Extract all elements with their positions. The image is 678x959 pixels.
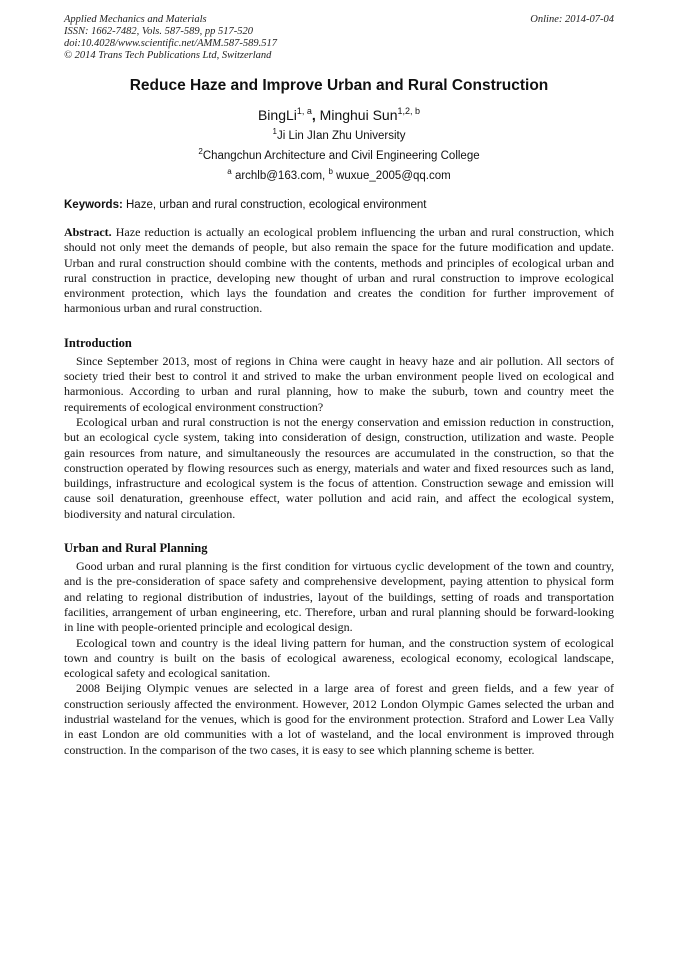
author-2-affil: 1,2, b — [397, 106, 421, 116]
email-b: wuxue_2005@qq.com — [336, 170, 451, 182]
affil-1-text: Ji Lin JIan Zhu University — [276, 130, 406, 142]
author-separator: , — [311, 107, 320, 123]
planning-paragraph-1: Good urban and rural planning is the first condition for virtuous cyclic development of the town and country, and is the pre-consideration of space safety and comprehensive development, paying attention to physical form and relating to regional distribution of industries, layout of the buildings, setting of roads and transportation facilities, arrangement of urban engineering, etc. Therefore, urban and rural planning should be forward-looking in line with people-oriented principle and ecological design. — [64, 559, 614, 635]
email-b-mark: b — [328, 167, 333, 176]
journal-header — [64, 14, 614, 62]
author-1: BingLi — [257, 107, 297, 123]
doi-line: doi:10.4028/www.scientific.net/AMM.587-589.517 — [64, 38, 277, 49]
copyright-line: © 2014 Trans Tech Publications Ltd, Switzerland — [64, 50, 272, 61]
intro-paragraph-2: Ecological urban and rural construction is not the energy conservation and emission reduction in construction, but an ecological cycle system, taking into consideration of design, construction, utilization and waste. People gain resources from nature, and simultaneously the resources are accumulated in the construction, so that the construction operated by flowing resources such as energy, materials and water and fixed resources such as land, buildings, infrastructure and ecological system is the focus of attention. Construction sewage and emission will cause soil denaturation, greenhouse effect, water pollution and acid rain, and affect the ecological system, biodiversity and natural circulation. — [64, 414, 614, 521]
affiliation-2 — [64, 149, 614, 164]
affil-2-text: Changchun Architecture and Civil Engineering College — [202, 150, 480, 162]
author-1-affil: 1, a — [296, 106, 312, 116]
email-line — [64, 169, 614, 184]
author-2: Minghui Sun — [319, 107, 398, 123]
author-line — [64, 106, 614, 124]
section-heading-introduction: Introduction — [64, 335, 132, 350]
intro-paragraph-1: Since September 2013, most of regions in China were caught in heavy haze and air pollution. All sectors of society tried their best to control it and strived to make the urban environment people lived on ecological and harmonious. According to urban and rural planning, how to make the suburb, town and country meet the requirements of ecological environment construction? — [64, 353, 614, 414]
abstract-text: Haze reduction is actually an ecological problem influencing the urban and rural construction, which should not only meet the demands of people, but also remain the space for the future modification and update. Urban and rural construction should combine with the contents, methods and principles of ecological urban and rural construction in practice, developing new thought of urban and rural construction to improve ecological environment protection, which lays the foundation and creates the condition for further improvement of harmonious urban and rural construction. — [64, 225, 614, 316]
journal-name: Applied Mechanics and Materials — [64, 14, 207, 25]
email-a: archlb@163.com, — [234, 170, 326, 182]
keywords — [64, 198, 614, 213]
planning-paragraph-2: Ecological town and country is the ideal living pattern for human, and the construction system of ecological town and country is built on the basis of ecological awareness, ecological economy, ecological landscape, ecological safety and ecological sanitation. — [64, 635, 614, 681]
abstract — [64, 225, 614, 317]
keywords-label: Keywords: — [64, 199, 123, 211]
section-heading-urban-rural-planning: Urban and Rural Planning — [64, 541, 208, 556]
email-a-mark: a — [227, 167, 232, 176]
paper-title: Reduce Haze and Improve Urban and Rural Construction — [129, 77, 549, 94]
planning-paragraph-3: 2008 Beijing Olympic venues are selected in a large area of forest and green fields, and a few year of construction seriously affected the environment. However, 2012 London Olympic Games selected the urban and industrial wasteland for the venues, which is good for the environment protection. Straford and Lower Lea Vally in east London are old communities with a lot of wasteland, and the local environment is improved through construction. In the comparison of the two cases, it is easy to see which planning scheme is better. — [64, 681, 614, 757]
keywords-text: Haze, urban and rural construction, ecological environment — [126, 199, 427, 211]
affil-2-mark: 2 — [198, 147, 203, 156]
online-date: Online: 2014-07-04 — [530, 14, 614, 25]
affiliation-1 — [64, 129, 614, 144]
paper-page — [64, 14, 614, 758]
issn-line: ISSN: 1662-7482, Vols. 587-589, pp 517-520 — [64, 26, 253, 37]
abstract-label: Abstract. — [64, 225, 112, 239]
affil-1-mark: 1 — [272, 127, 277, 136]
